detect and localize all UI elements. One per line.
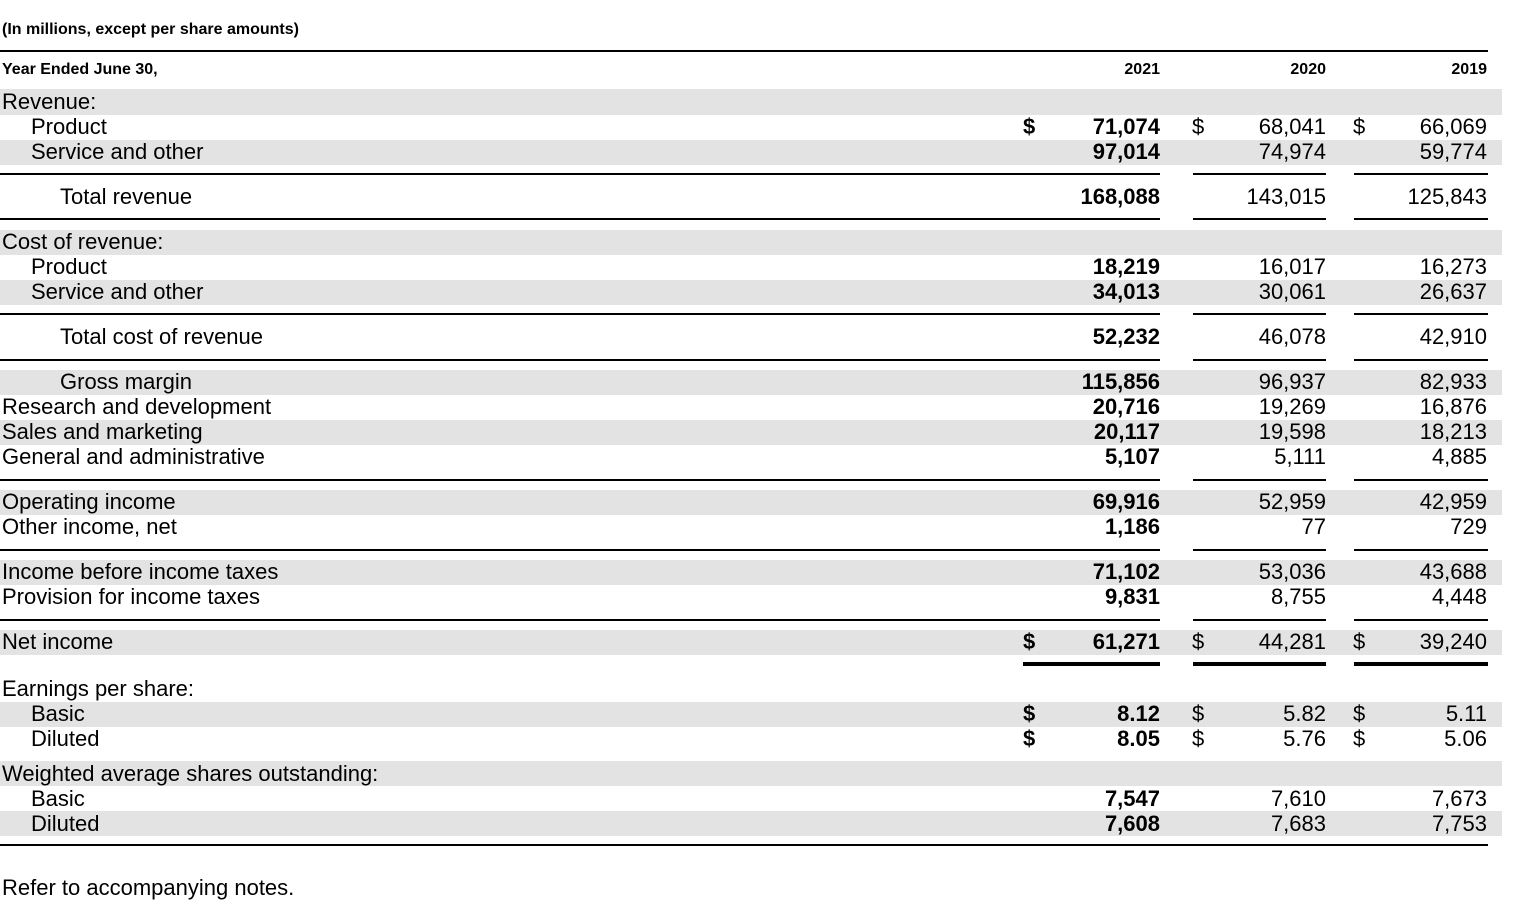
value-2020: 44,281: [1258, 629, 1326, 654]
value-2021: 61,271: [1092, 629, 1160, 654]
value-2020: 46,078: [1258, 324, 1326, 349]
value-2019: 125,843: [1407, 184, 1487, 209]
row-label: Cost of revenue:: [2, 229, 164, 254]
row-label: Diluted: [31, 811, 100, 836]
dollar-sign-2020: $: [1192, 629, 1205, 654]
row-total-revenue: [0, 184, 1516, 209]
rule: [1354, 173, 1488, 175]
row-label: Research and development: [2, 394, 272, 419]
value-2021: 168,088: [1080, 184, 1160, 209]
rule: [0, 479, 1160, 481]
value-2020: 68,041: [1258, 114, 1326, 139]
dollar-sign-2020: $: [1192, 726, 1205, 751]
row-general-admin: [0, 444, 1516, 469]
value-2019: 18,213: [1419, 419, 1487, 444]
row-label: Operating income: [2, 489, 176, 514]
value-2020: 143,015: [1246, 184, 1326, 209]
row-label: Basic: [31, 786, 85, 811]
row-research: [0, 394, 1516, 419]
rule: [1354, 218, 1488, 220]
row-label: Product: [31, 254, 107, 279]
year-2019-header: 2019: [1451, 61, 1487, 78]
value-2021: 97,014: [1092, 139, 1160, 164]
value-2021: 1,186: [1104, 514, 1160, 539]
value-2019: 42,910: [1419, 324, 1487, 349]
row-label: Provision for income taxes: [2, 584, 260, 609]
value-2019: 16,273: [1419, 254, 1487, 279]
value-2021: 52,232: [1092, 324, 1160, 349]
row-label: Weighted average shares outstanding:: [2, 761, 379, 786]
row-revenue-product: [0, 114, 1516, 139]
row-eps-heading: [0, 676, 1516, 701]
row-label: Diluted: [31, 726, 100, 751]
dollar-sign-2019: $: [1353, 629, 1366, 654]
value-2021: 115,856: [1081, 369, 1160, 394]
value-2019: 7,753: [1431, 811, 1487, 836]
value-2020: 7,683: [1270, 811, 1326, 836]
value-2019: 59,774: [1419, 139, 1487, 164]
value-2020: 16,017: [1258, 254, 1326, 279]
row-label: Revenue:: [2, 89, 97, 114]
value-2020: 8,755: [1270, 584, 1326, 609]
row-label: Basic: [31, 701, 85, 726]
value-2020: 74,974: [1258, 139, 1326, 164]
rule: [0, 549, 1160, 551]
value-2019: 16,876: [1419, 394, 1487, 419]
rule: [1193, 173, 1326, 175]
row-sales-marketing: [0, 419, 1516, 444]
row-label: Total revenue: [60, 184, 193, 209]
row-shares-diluted: [0, 811, 1516, 836]
dollar-sign-2019: $: [1353, 726, 1366, 751]
value-2019: 7,673: [1431, 786, 1487, 811]
value-2020: 5.76: [1283, 726, 1326, 751]
rule: [0, 619, 1160, 621]
value-2020: 5.82: [1283, 701, 1326, 726]
value-2021: 7,608: [1104, 811, 1160, 836]
value-2019: 39,240: [1419, 629, 1487, 654]
value-2021: 18,219: [1092, 254, 1160, 279]
row-label: Earnings per share:: [2, 676, 194, 701]
dollar-sign-2019: $: [1353, 114, 1366, 139]
value-2019: 5.06: [1444, 726, 1487, 751]
value-2020: 77: [1301, 514, 1326, 539]
bottom-rule: [0, 844, 1488, 846]
row-label: Income before income taxes: [2, 559, 279, 584]
row-total-cost: [0, 324, 1516, 349]
double-rule: [1023, 662, 1160, 666]
value-2020: 52,959: [1258, 489, 1326, 514]
row-label: Sales and marketing: [2, 419, 203, 444]
rule: [1193, 313, 1326, 315]
value-2019: 5.11: [1445, 701, 1487, 726]
row-income-before-taxes: [0, 559, 1516, 584]
row-label: Net income: [2, 629, 114, 654]
value-2019: 26,637: [1419, 279, 1487, 304]
value-2020: 19,269: [1258, 394, 1326, 419]
value-2021: 69,916: [1092, 489, 1160, 514]
rule: [0, 173, 1160, 175]
row-eps-diluted: [0, 726, 1516, 751]
value-2020: 5,111: [1274, 444, 1326, 469]
double-rule: [1354, 662, 1488, 666]
row-label: Service and other: [31, 139, 204, 164]
value-2021: 20,716: [1092, 394, 1160, 419]
row-label: Gross margin: [60, 369, 193, 394]
double-rule: [1193, 662, 1326, 666]
row-label: Product: [31, 114, 107, 139]
value-2019: 82,933: [1419, 369, 1487, 394]
rule: [1354, 479, 1488, 481]
row-revenue-service: [0, 139, 1516, 164]
value-2019: 729: [1450, 514, 1487, 539]
row-shares-heading: [0, 761, 1516, 786]
rule: [1193, 549, 1326, 551]
row-gross-margin: [0, 369, 1516, 394]
rule: [1354, 549, 1488, 551]
dollar-sign-2021: $: [1023, 114, 1036, 139]
value-2021: 7,547: [1104, 786, 1160, 811]
row-shares-basic: [0, 786, 1516, 811]
units-note: (In millions, except per share amounts): [2, 21, 299, 38]
value-2020: 96,937: [1258, 369, 1326, 394]
rule: [0, 359, 1160, 361]
period-label: Year Ended June 30,: [2, 61, 158, 78]
rule: [0, 218, 1160, 220]
value-2020: 7,610: [1270, 786, 1326, 811]
dollar-sign-2019: $: [1353, 701, 1366, 726]
rule: [1193, 619, 1326, 621]
year-2020-header: 2020: [1290, 61, 1326, 78]
value-2020: 19,598: [1258, 419, 1326, 444]
row-label: General and administrative: [2, 444, 265, 469]
row-operating-income: [0, 489, 1516, 514]
value-2019: 42,959: [1419, 489, 1487, 514]
value-2021: 71,074: [1092, 114, 1160, 139]
row-other-income: [0, 514, 1516, 539]
value-2019: 4,885: [1431, 444, 1487, 469]
dollar-sign-2021: $: [1023, 701, 1036, 726]
dollar-sign-2021: $: [1023, 726, 1036, 751]
header-divider: [0, 50, 1488, 52]
value-2021: 9,831: [1104, 584, 1160, 609]
rule: [1193, 359, 1326, 361]
row-eps-basic: [0, 701, 1516, 726]
rule: [1193, 218, 1326, 220]
value-2021: 8.12: [1117, 701, 1160, 726]
value-2020: 30,061: [1258, 279, 1326, 304]
value-2021: 8.05: [1117, 726, 1160, 751]
row-revenue-heading: [0, 89, 1516, 114]
rule: [1354, 619, 1488, 621]
dollar-sign-2020: $: [1192, 701, 1205, 726]
rule: [1354, 313, 1488, 315]
value-2021: 34,013: [1092, 279, 1160, 304]
row-provision-taxes: [0, 584, 1516, 609]
value-2019: 43,688: [1419, 559, 1487, 584]
row-cost-heading: [0, 229, 1516, 254]
row-label: Other income, net: [2, 514, 177, 539]
value-2020: 53,036: [1258, 559, 1326, 584]
footer-note: Refer to accompanying notes.: [2, 875, 295, 900]
value-2019: 66,069: [1419, 114, 1487, 139]
row-label: Service and other: [31, 279, 204, 304]
value-2021: 71,102: [1092, 559, 1160, 584]
rule: [1193, 479, 1326, 481]
dollar-sign-2020: $: [1192, 114, 1205, 139]
row-label: Total cost of revenue: [60, 324, 264, 349]
value-2021: 5,107: [1104, 444, 1160, 469]
row-cost-service: [0, 279, 1516, 304]
row-net-income: [0, 629, 1516, 654]
value-2019: 4,448: [1431, 584, 1487, 609]
rule: [0, 313, 1160, 315]
rule: [1354, 359, 1488, 361]
value-2021: 20,117: [1093, 419, 1160, 444]
row-cost-product: [0, 254, 1516, 279]
year-2021-header: 2021: [1124, 61, 1160, 78]
dollar-sign-2021: $: [1023, 629, 1036, 654]
